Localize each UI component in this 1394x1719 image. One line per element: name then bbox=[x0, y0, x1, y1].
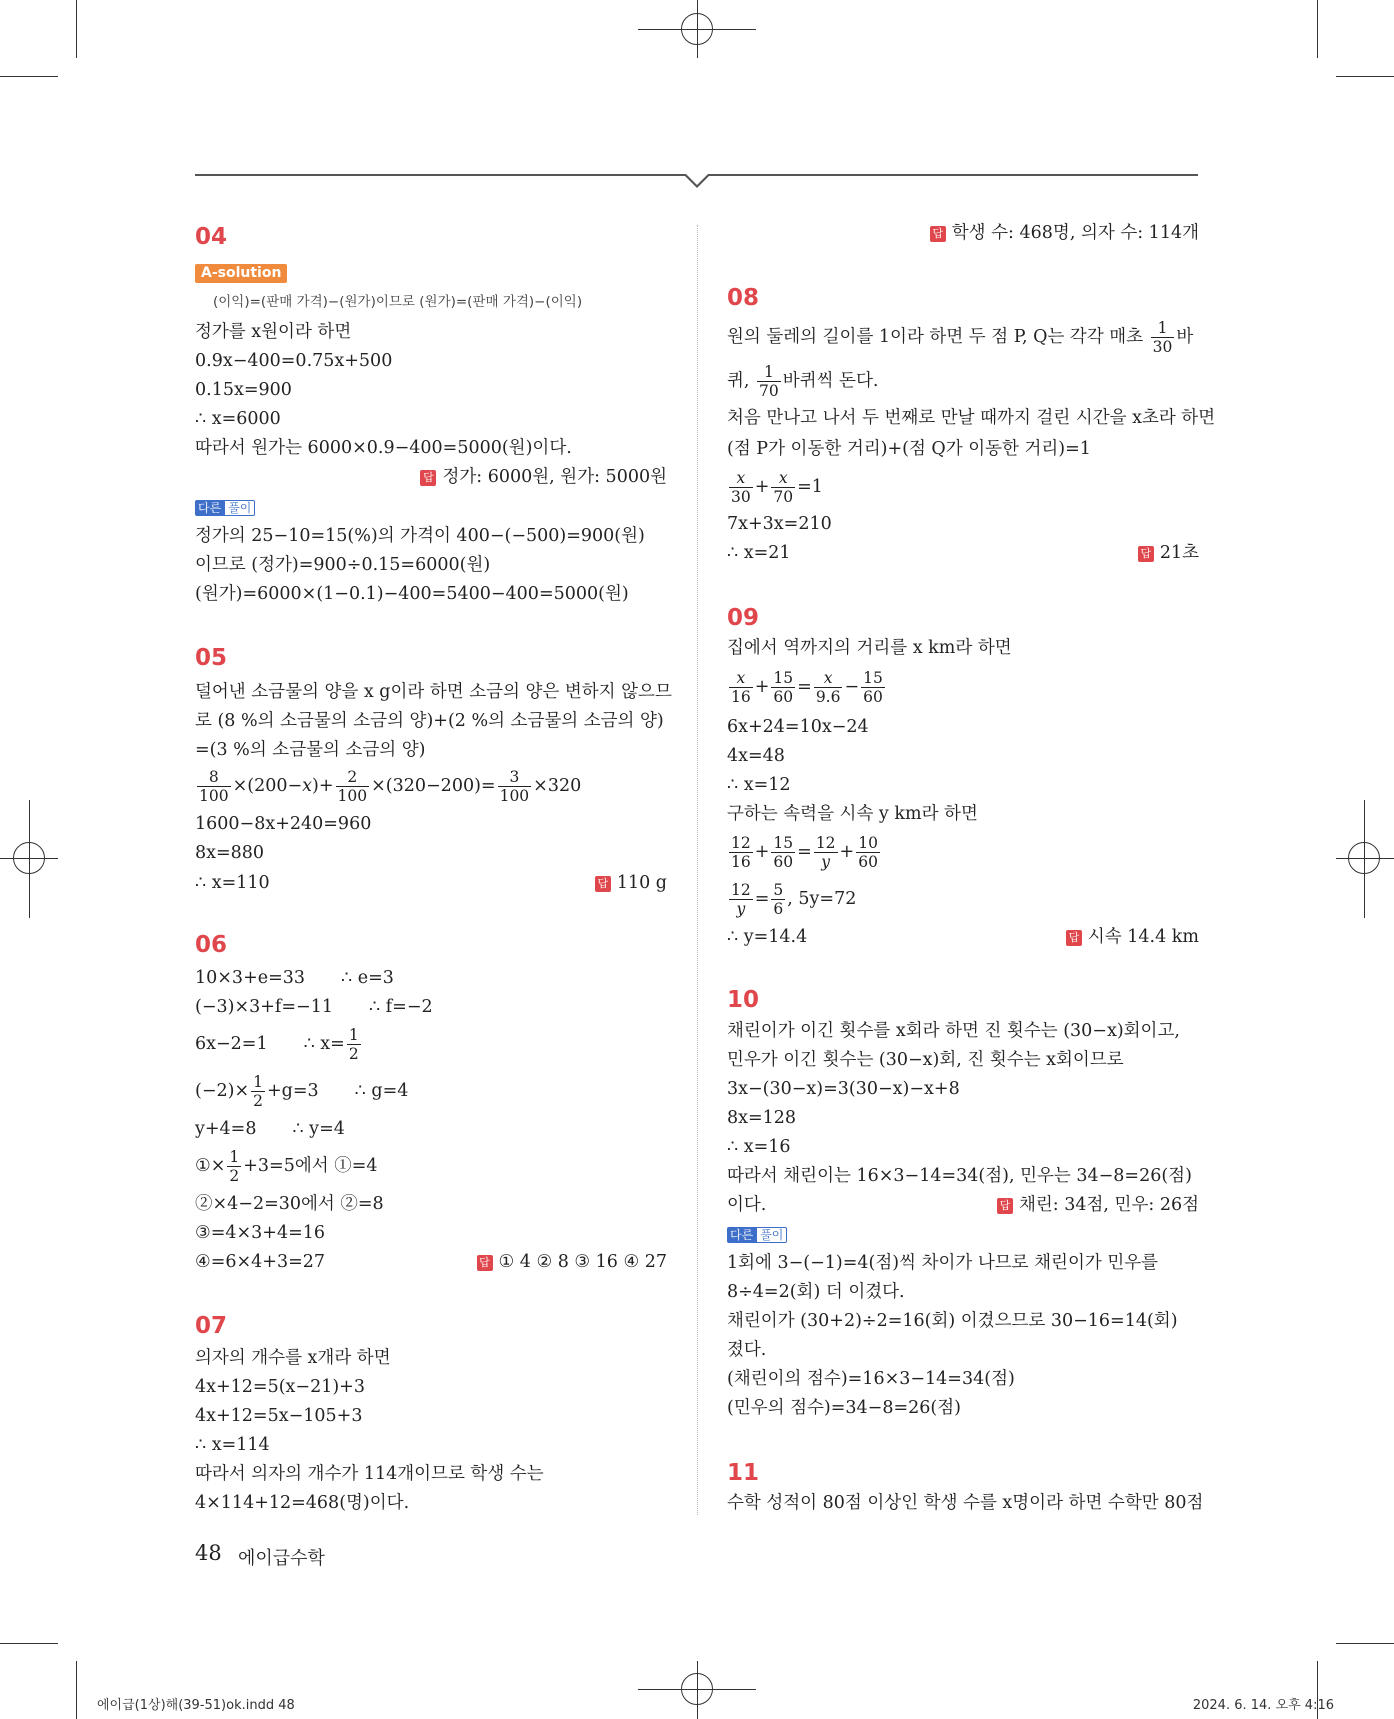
solution-line: 4x=48 bbox=[727, 746, 785, 766]
crop-mark bbox=[1336, 1643, 1394, 1644]
equation-line: $\frac{8}{100}$ ×(200−x)+ $\frac{2}{100}$ ×(320−200)= $\frac{3}{100}$ ×320 bbox=[199, 768, 582, 805]
solution-line: 4×114+12=468(명)이다. bbox=[195, 1493, 410, 1513]
crop-mark bbox=[1317, 0, 1318, 58]
solution-line: 졌다. bbox=[727, 1340, 767, 1360]
solution-line: 원의 둘레의 길이를 1이라 하면 두 점 P, Q는 각각 매초 $\frac{1}{30}$ 바 bbox=[727, 319, 1194, 356]
solution-line: 퀴, $\frac{1}{70}$ 바퀴씩 돈다. bbox=[727, 363, 879, 400]
solution-line: 따라서 원가는 6000×0.9−400=5000(원)이다. bbox=[195, 438, 572, 458]
solution-line: (원가)=6000×(1−0.1)−400=5400−400=5000(원) bbox=[195, 584, 629, 604]
page-number: 48 bbox=[195, 1541, 222, 1565]
crop-mark bbox=[1336, 76, 1394, 77]
solution-line: ①× $\frac{1}{2}$ +3=5에서 ①=4 bbox=[195, 1148, 378, 1185]
slug-date: 2024. 6. 14. 오후 4:16 bbox=[1192, 1698, 1334, 1713]
solution-line: 6x+24=10x−24 bbox=[727, 717, 869, 737]
crop-mark bbox=[0, 76, 58, 77]
solution-line: =(3 %의 소금물의 소금의 양) bbox=[195, 740, 426, 760]
solution-line: 이다. bbox=[727, 1195, 767, 1215]
problem-number: 11 bbox=[727, 1460, 760, 1486]
solution-line: 채린이가 (30+2)÷2=16(회) 이겼으므로 30−16=14(회) bbox=[727, 1311, 1178, 1331]
crop-mark bbox=[76, 0, 77, 58]
solution-line: ∴ x=16 bbox=[727, 1137, 791, 1157]
other-solution-badge: 다른 풀이 bbox=[195, 499, 255, 516]
solution-note: (이익)=(판매 가격)−(원가)이므로 (원가)=(판매 가격)−(이익) bbox=[213, 294, 583, 310]
problem-number: 10 bbox=[727, 987, 760, 1013]
answer-line: 답 21초 bbox=[1138, 541, 1199, 565]
problem-number: 04 bbox=[195, 224, 228, 250]
answer-line: 답 학생 수: 468명, 의자 수: 114개 bbox=[930, 221, 1199, 245]
equation-line: $\frac{12}{y}$ = $\frac{5}{6}$ , 5y=72 bbox=[731, 881, 857, 918]
solution-line: y+4=8 ∴ y=4 bbox=[195, 1119, 345, 1139]
solution-line: 8x=880 bbox=[195, 843, 265, 863]
equation-line: $\frac{x}{16}$ + $\frac{15}{60}$ = $\frac{x}{9.6}$ − $\frac{15}{60}$ bbox=[731, 669, 883, 706]
solution-line: 10×3+e=33 ∴ e=3 bbox=[195, 968, 394, 988]
answer-text: 정가: 6000원, 원가: 5000원 bbox=[442, 467, 667, 487]
solution-line: 이므로 (정가)=900÷0.15=6000(원) bbox=[195, 555, 491, 575]
answer-line: 답 ① 4 ② 8 ③ 16 ④ 27 bbox=[477, 1250, 668, 1274]
solution-line: 의자의 개수를 x개라 하면 bbox=[195, 1348, 391, 1368]
problem-number: 09 bbox=[727, 605, 760, 631]
solution-line: ②×4−2=30에서 ②=8 bbox=[195, 1194, 384, 1214]
solution-line: 3x−(30−x)=3(30−x)−x+8 bbox=[727, 1079, 960, 1099]
solution-line: ④=6×4+3=27 bbox=[195, 1252, 326, 1272]
solution-line: 1회에 3−(−1)=4(점)씩 차이가 나므로 채린이가 민우를 bbox=[727, 1253, 1159, 1273]
solution-line: 8÷4=2(회) 더 이겼다. bbox=[727, 1282, 905, 1302]
solution-line: (점 P가 이동한 거리)+(점 Q가 이동한 거리)=1 bbox=[727, 439, 1091, 459]
solution-line: 4x+12=5x−105+3 bbox=[195, 1406, 363, 1426]
solution-line: ∴ x=21 bbox=[727, 543, 791, 563]
solution-line: 민우가 이긴 횟수는 (30−x)회, 진 횟수는 x회이므로 bbox=[727, 1050, 1124, 1070]
answer-line: 답 110 g bbox=[595, 871, 667, 895]
answer-line: 답 시속 14.4 km bbox=[1066, 925, 1199, 949]
solution-line: 수학 성적이 80점 이상인 학생 수를 x명이라 하면 수학만 80점 bbox=[727, 1493, 1204, 1513]
solution-line: 8x=128 bbox=[727, 1108, 797, 1128]
answer-line: 답 채린: 34점, 민우: 26점 bbox=[997, 1193, 1199, 1217]
problem-number: 05 bbox=[195, 645, 228, 671]
answer-mark: 답 bbox=[420, 470, 436, 486]
solution-line: 채린이가 이긴 횟수를 x회라 하면 진 횟수는 (30−x)회이고, bbox=[727, 1021, 1180, 1041]
problem-number: 06 bbox=[195, 932, 228, 958]
solution-line: 로 (8 %의 소금물의 소금의 양)+(2 %의 소금물의 소금의 양) bbox=[195, 711, 664, 731]
registration-circle bbox=[1348, 842, 1380, 874]
solution-line: (채린이의 점수)=16×3−14=34(점) bbox=[727, 1369, 1015, 1389]
solution-line: 0.9x−400=0.75x+500 bbox=[195, 351, 393, 371]
solution-line: (−2)× $\frac{1}{2}$ +g=3 ∴ g=4 bbox=[195, 1073, 409, 1110]
solution-line: 구하는 속력을 시속 y km라 하면 bbox=[727, 804, 978, 824]
solution-line: 6x−2=1 ∴ x= $\frac{1}{2}$ bbox=[195, 1026, 359, 1063]
solution-line: 덜어낸 소금물의 양을 x g이라 하면 소금의 양은 변하지 않으므 bbox=[195, 682, 672, 702]
solution-line: 집에서 역까지의 거리를 x km라 하면 bbox=[727, 638, 1012, 658]
crop-mark bbox=[0, 1643, 58, 1644]
solution-line: 7x+3x=210 bbox=[727, 514, 832, 534]
column-divider bbox=[697, 225, 698, 1515]
solution-line: 0.15x=900 bbox=[195, 380, 292, 400]
solution-line: 따라서 의자의 개수가 114개이므로 학생 수는 bbox=[195, 1464, 544, 1484]
solution-line: 정가의 25−10=15(%)의 가격이 400−(−500)=900(원) bbox=[195, 526, 645, 546]
solution-line: ∴ x=6000 bbox=[195, 409, 281, 429]
solution-line: ∴ y=14.4 bbox=[727, 927, 808, 947]
solution-line: 정가를 x원이라 하면 bbox=[195, 322, 352, 342]
solution-line: 4x+12=5(x−21)+3 bbox=[195, 1377, 365, 1397]
crop-mark bbox=[76, 1661, 77, 1719]
book-title: 에이급수학 bbox=[238, 1548, 325, 1569]
registration-circle bbox=[13, 842, 45, 874]
registration-circle bbox=[681, 13, 713, 45]
solution-line: 1600−8x+240=960 bbox=[195, 814, 372, 834]
problem-number: 07 bbox=[195, 1313, 228, 1339]
solution-line: (−3)×3+f=−11 ∴ f=−2 bbox=[195, 997, 433, 1017]
header-notch-inner bbox=[686, 174, 708, 185]
solution-line: ③=4×3+4=16 bbox=[195, 1223, 326, 1243]
registration-circle bbox=[681, 1673, 713, 1705]
equation-line: $\frac{x}{30}$ + $\frac{x}{70}$ =1 bbox=[731, 469, 823, 506]
solution-line: 따라서 채린이는 16×3−14=34(점), 민우는 34−8=26(점) bbox=[727, 1166, 1192, 1186]
solution-line: ∴ x=12 bbox=[727, 775, 791, 795]
a-solution-badge: A-solution bbox=[195, 264, 287, 283]
problem-number: 08 bbox=[727, 285, 760, 311]
other-solution-badge: 다른 풀이 bbox=[727, 1226, 787, 1243]
slug-file: 에이급(1상)해(39-51)ok.indd 48 bbox=[97, 1698, 295, 1713]
solution-line: ∴ x=114 bbox=[195, 1435, 270, 1455]
solution-line: 처음 만나고 나서 두 번째로 만날 때까지 걸린 시간을 x초라 하면 bbox=[727, 408, 1216, 428]
solution-line: (민우의 점수)=34−8=26(점) bbox=[727, 1398, 961, 1418]
solution-line: ∴ x=110 bbox=[195, 873, 270, 893]
equation-line: $\frac{12}{16}$ + $\frac{15}{60}$ = $\frac{12}{y}$ + $\frac{10}{60}$ bbox=[731, 834, 878, 871]
answer-line bbox=[420, 465, 667, 489]
